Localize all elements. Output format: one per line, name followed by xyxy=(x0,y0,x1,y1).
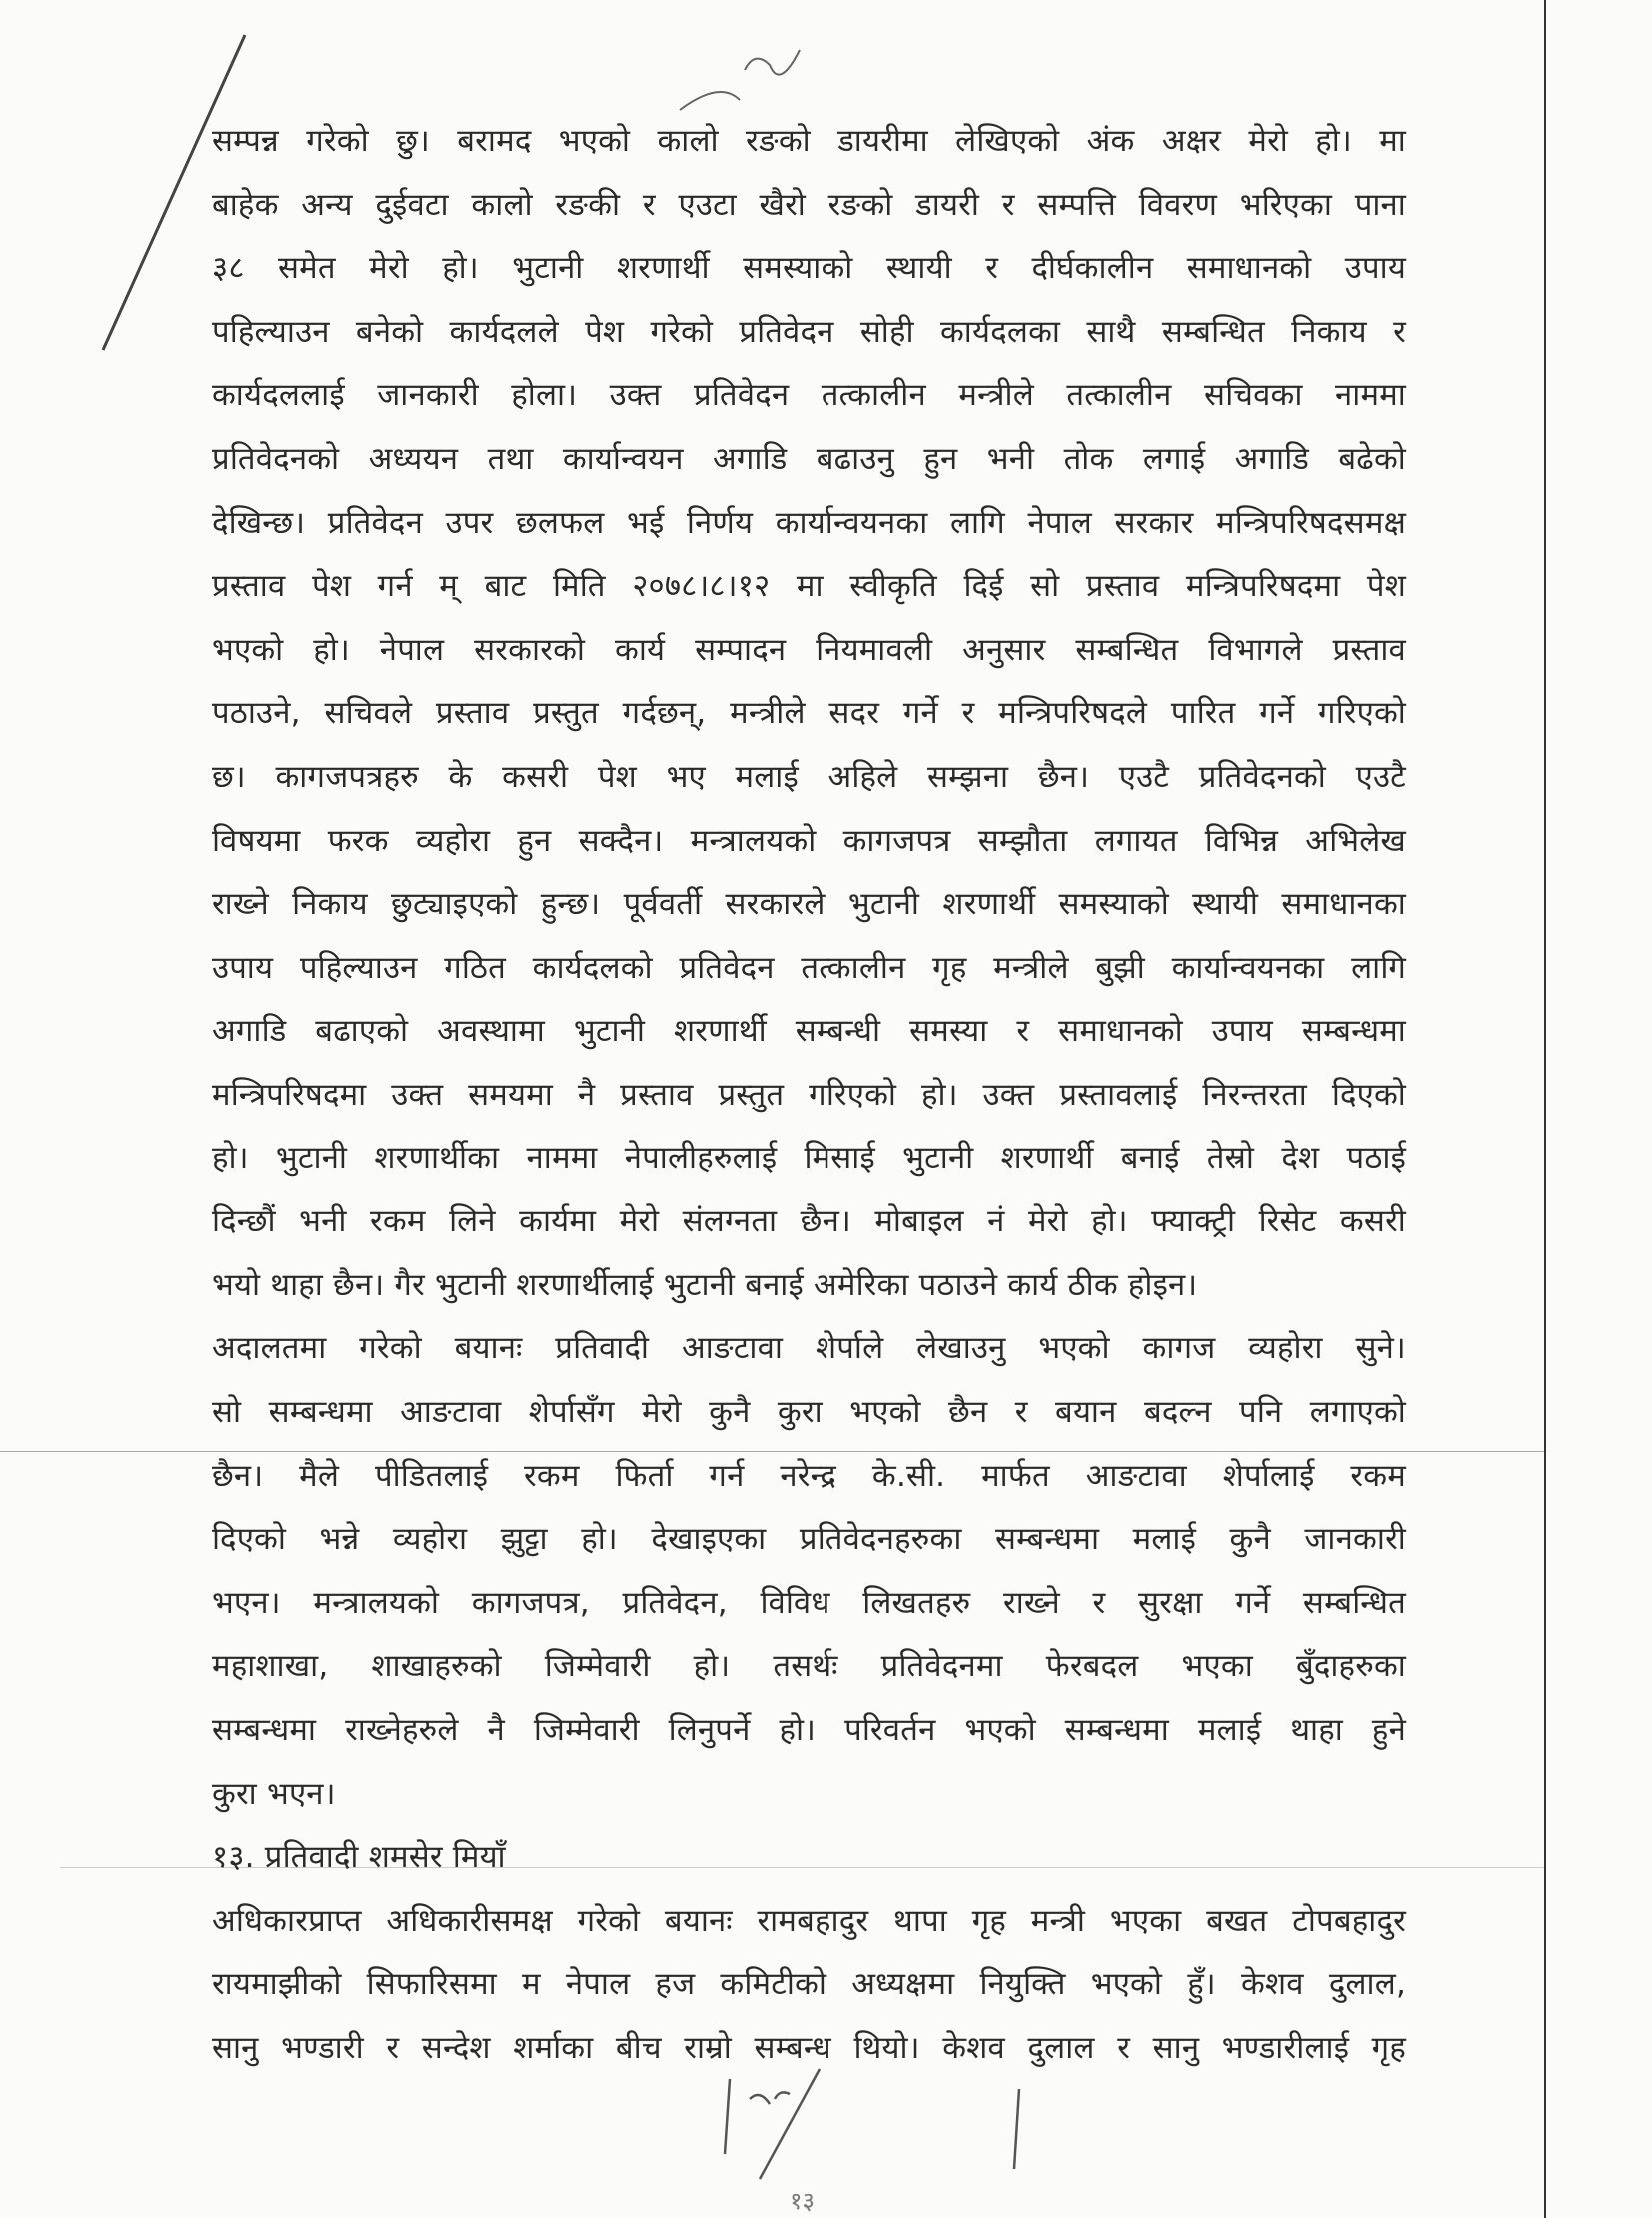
text-line: पहिल्याउन बनेको कार्यदलले पेश गरेको प्रतिवेदन सोही कार्यदलका साथै सम्बन्धित निकाय र xyxy=(212,313,1406,350)
text-line: सम्बन्धमा राख्नेहरुले नै जिम्मेवारी लिनुपर्ने हो। परिवर्तन भएको सम्बन्धमा मलाई थाहा हुने xyxy=(212,1712,1406,1748)
text-line: छैन। मैले पीडितलाई रकम फिर्ता गर्न नरेन्द्र के.सी. मार्फत आङटावा शेर्पालाई रकम xyxy=(212,1457,1406,1494)
text-line: भएन। मन्त्रालयको कागजपत्र, प्रतिवेदन, विविध लिखतहरु राख्ने र सुरक्षा गर्ने सम्बन्धित xyxy=(212,1584,1406,1621)
text-line: दिन्छौं भनी रकम लिने कार्यमा मेरो संलग्नता छैन। मोबाइल नं मेरो हो। फ्याक्ट्री रिसेट कसरी xyxy=(212,1203,1406,1240)
text-line: सो सम्बन्धमा आङटावा शेर्पासँग मेरो कुनै कुरा भएको छैन र बयान बदल्न पनि लगाएको xyxy=(212,1394,1406,1430)
text-line: पठाउने, सचिवले प्रस्ताव प्रस्तुत गर्दछन्, मन्त्रीले सदर गर्ने र मन्त्रिपरिषदले पारित गर्ने गरिएको xyxy=(212,695,1406,732)
text-line: देखिन्छ। प्रतिवेदन उपर छलफल भई निर्णय कार्यान्वयनका लागि नेपाल सरकार मन्त्रिपरिषदसमक्ष xyxy=(212,504,1406,541)
text-line: छ। कागजपत्रहरु के कसरी पेश भए मलाई अहिले सम्झना छैन। एउटै प्रतिवेदनको एउटै xyxy=(212,759,1406,795)
text-line: सानु भण्डारी र सन्देश शर्माका बीच राम्रो सम्बन्ध थियो। केशव दुलाल र सानु भण्डारीलाई गृह xyxy=(212,2030,1406,2066)
text-line: भयो थाहा छैन। गैर भुटानी शरणार्थीलाई भुटानी बनाई अमेरिका पठाउने कार्य ठीक होइन। xyxy=(212,1266,1198,1303)
right-margin-line xyxy=(1544,0,1546,2218)
text-line: प्रस्ताव पेश गर्न म् बाट मिति २०७८।८।१२ मा स्वीकृति दिई सो प्रस्ताव मन्त्रिपरिषदमा पेश xyxy=(212,568,1406,605)
text-line: उपाय पहिल्याउन गठित कार्यदलको प्रतिवेदन तत्कालीन गृह मन्त्रीले बुझी कार्यान्वयनका लागि xyxy=(212,949,1406,986)
text-line: मन्त्रिपरिषदमा उक्त समयमा नै प्रस्ताव प्रस्तुत गरिएको हो। उक्त प्रस्तावलाई निरन्तरता दिएको xyxy=(212,1077,1406,1112)
text-line: अधिकारप्राप्त अधिकारीसमक्ष गरेको बयानः रामबहादुर थापा गृह मन्त्री भएका बखत टोपबहादुर xyxy=(212,1902,1406,1939)
text-line: प्रतिवेदनको अध्ययन तथा कार्यान्वयन अगाडि बढाउनु हुन भनी तोक लगाई अगाडि बढेको xyxy=(212,441,1406,477)
text-line: अदालतमा गरेको बयानः प्रतिवादी आङटावा शेर्पाले लेखाउनु भएको कागज व्यहोरा सुने। xyxy=(212,1330,1406,1367)
text-line: कुरा भएन। xyxy=(212,1775,336,1812)
text-line: रायमाझीको सिफारिसमा म नेपाल हज कमिटीको अध्यक्षमा नियुक्ति भएको हुँ। केशव दुलाल, xyxy=(212,1966,1406,2003)
text-line: १३. प्रतिवादी शमसेर मियाँ xyxy=(212,1839,506,1876)
text-line: राख्ने निकाय छुट्याइएको हुन्छ। पूर्ववर्ती सरकारले भुटानी शरणार्थी समस्याको स्थायी समाधानका xyxy=(212,886,1406,923)
text-line: विषयमा फरक व्यहोरा हुन सक्दैन। मन्त्रालयको कागजपत्र सम्झौता लगायत विभिन्न अभिलेख xyxy=(212,822,1406,859)
text-line: दिएको भन्ने व्यहोरा झुट्टा हो। देखाइएका प्रतिवेदनहरुका सम्बन्धमा मलाई कुनै जानकारी xyxy=(212,1521,1406,1558)
text-line: अगाडि बढाएको अवस्थामा भुटानी शरणार्थी सम्बन्धी समस्या र समाधानको उपाय सम्बन्धमा xyxy=(212,1013,1406,1050)
handwritten-signature xyxy=(720,2059,1039,2199)
text-line: कार्यदललाई जानकारी होला। उक्त प्रतिवेदन तत्कालीन मन्त्रीले तत्कालीन सचिवका नाममा xyxy=(212,377,1406,414)
text-line: बाहेक अन्य दुईवटा कालो रङकी र एउटा खैरो रङको डायरी र सम्पत्ति विवरण भरिएका पाना xyxy=(212,186,1406,223)
text-line: भएको हो। नेपाल सरकारको कार्य सम्पादन नियमावली अनुसार सम्बन्धित विभागले प्रस्ताव xyxy=(212,631,1406,668)
text-line: हो। भुटानी शरणार्थीका नाममा नेपालीहरुलाई मिसाई भुटानी शरणार्थी बनाई तेस्रो देश पठाई xyxy=(212,1139,1406,1176)
text-line: महाशाखा, शाखाहरुको जिम्मेवारी हो। तसर्थः प्रतिवेदनमा फेरबदल भएका बुँदाहरुका xyxy=(212,1648,1406,1685)
page-number: १३ xyxy=(790,2187,815,2215)
text-line: सम्पन्न गरेको छु। बरामद भएको कालो रङको डायरीमा लेखिएको अंक अक्षर मेरो हो। मा xyxy=(212,123,1406,159)
text-line: ३८ समेत मेरो हो। भुटानी शरणार्थी समस्याको स्थायी र दीर्घकालीन समाधानको उपाय xyxy=(212,250,1406,287)
